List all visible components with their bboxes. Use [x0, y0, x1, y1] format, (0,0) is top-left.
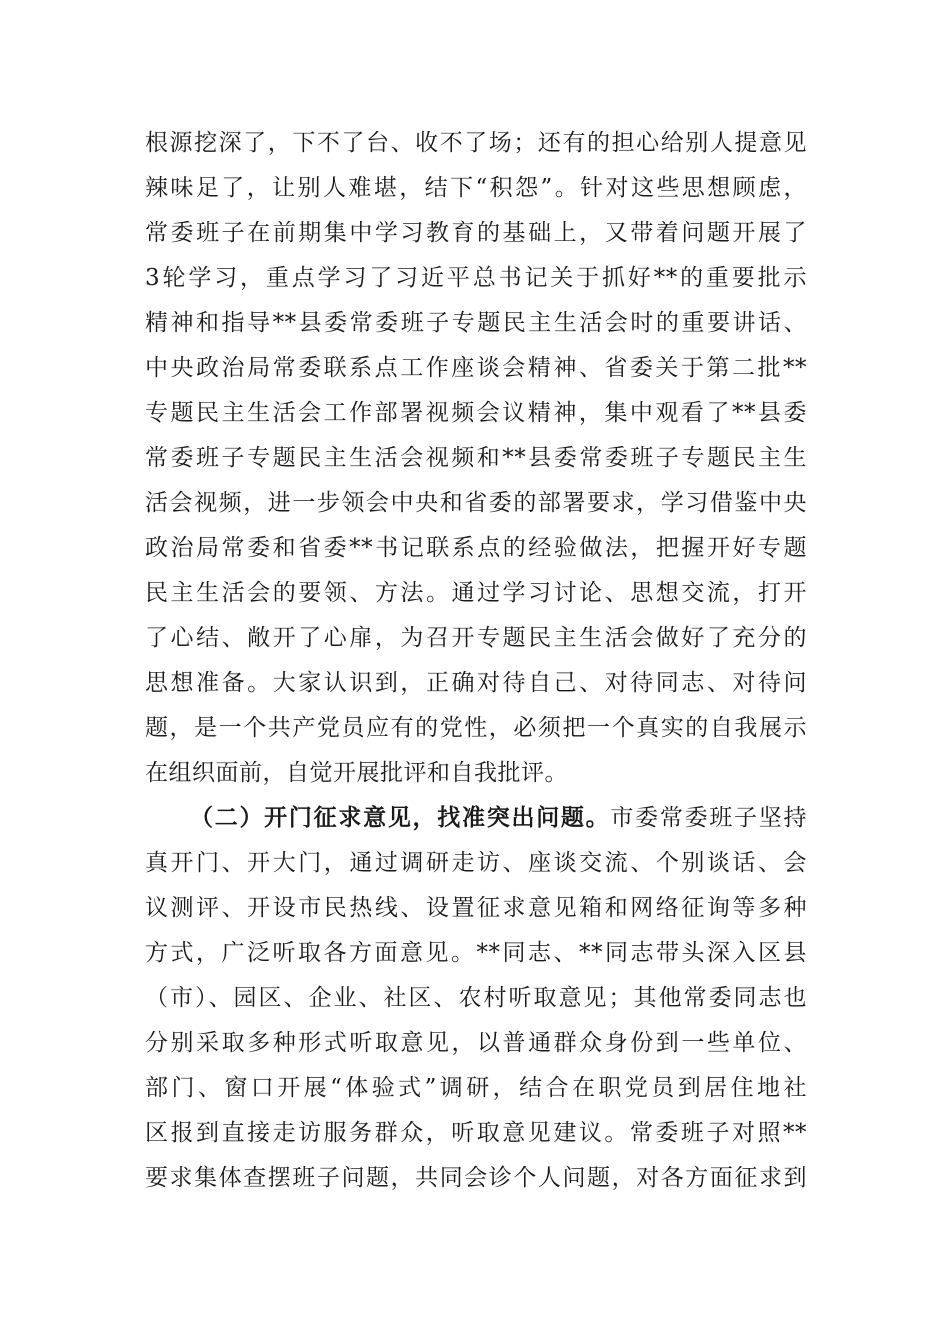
paragraph-1-line-5: 精神和指导**县委常委班子专题民主生活会时的重要讲话、 — [145, 310, 807, 336]
paragraph-2-line-6: 分别采取多种形式听取意见，以普通群众身份到一些单位、 — [145, 1030, 807, 1056]
paragraph-1-line-13: 思想准备。大家认识到，正确对待自己、对待同志、对待问 — [145, 670, 807, 696]
paragraph-1-line-14: 题，是一个共产党员应有的党性，必须把一个真实的自我展示 — [145, 715, 807, 741]
paragraph-1-line-15: 在组织面前，自觉开展批评和自我批评。 — [145, 760, 568, 786]
section-heading: （二）开门征求意见，找准突出问题。 — [190, 804, 611, 831]
paragraph-1-line-4: 3轮学习，重点学习了习近平总书记关于抓好**的重要批示 — [145, 265, 807, 291]
paragraph-1-line-12: 了心结、敞开了心扉，为召开专题民主生活会做好了充分的 — [145, 625, 807, 651]
paragraph-2-line-2: 真开门、开大门，通过调研走访、座谈交流、个别谈话、会 — [145, 850, 807, 876]
paragraph-1-line-7: 专题民主生活会工作部署视频会议精神，集中观看了**县委 — [145, 400, 807, 426]
paragraph-1-line-2: 辣味足了，让别人难堪，结下“积怨”。针对这些思想顾虑， — [145, 175, 807, 201]
paragraph-1-line-8: 常委班子专题民主生活会视频和**县委常委班子专题民主生 — [145, 445, 807, 471]
paragraph-2-line-1-text: 市委常委班子坚持 — [610, 805, 808, 831]
paragraph-2-line-5: （市）、园区、企业、社区、农村听取意见；其他常委同志也 — [145, 985, 807, 1011]
paragraph-1-line-6: 中央政治局常委联系点工作座谈会精神、省委关于第二批** — [145, 355, 807, 381]
paragraph-1-line-9: 活会视频，进一步领会中央和省委的部署要求，学习借鉴中央 — [145, 490, 807, 516]
paragraph-1-line-11: 民主生活会的要领、方法。通过学习讨论、思想交流，打开 — [145, 580, 807, 606]
paragraph-1-line-3: 常委班子在前期集中学习教育的基础上，又带着问题开展了 — [145, 220, 807, 246]
paragraph-2-line-9: 要求集体查摆班子问题，共同会诊个人问题，对各方面征求到 — [145, 1165, 807, 1191]
paragraph-2-line-3: 议测评、开设市民热线、设置征求意见箱和网络征询等多种 — [145, 895, 807, 921]
paragraph-1-line-1: 根源挖深了，下不了台、收不了场；还有的担心给别人提意见 — [145, 130, 807, 156]
paragraph-2-line-1 — [190, 803, 807, 833]
paragraph-2-line-7: 部门、窗口开展“体验式”调研，结合在职党员到居住地社 — [145, 1075, 807, 1101]
paragraph-2-line-4: 方式，广泛听取各方面意见。**同志、**同志带头深入区县 — [145, 940, 807, 966]
paragraph-2-line-8: 区报到直接走访服务群众，听取意见建议。常委班子对照** — [145, 1120, 807, 1146]
paragraph-1-line-10: 政治局常委和省委**书记联系点的经验做法，把握开好专题 — [145, 535, 807, 561]
